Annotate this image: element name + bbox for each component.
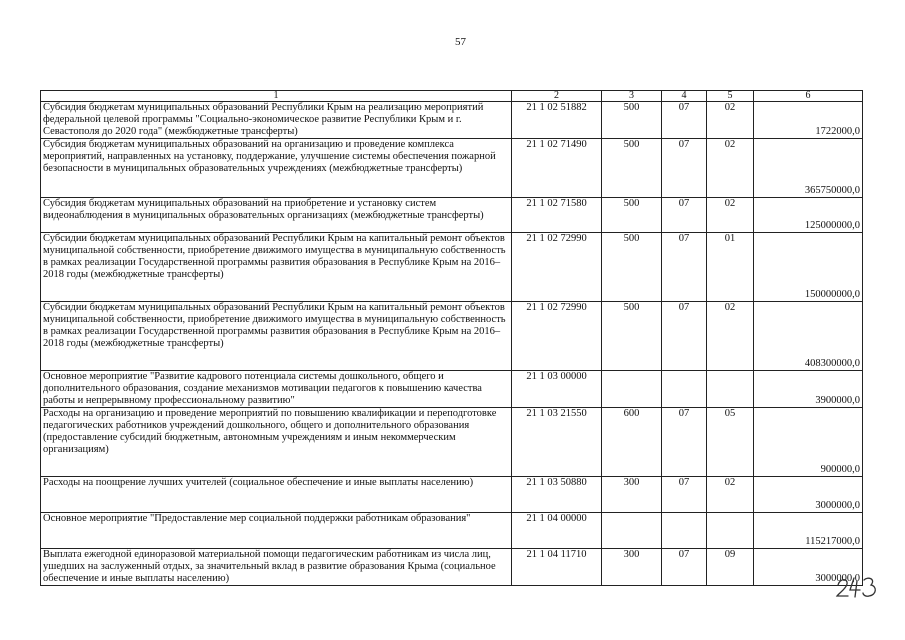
- item-code: 21 1 02 72990: [512, 233, 602, 302]
- item-name: Субсидии бюджетам муниципальных образований Республики Крым на капитальный ремонт объектов муниципальной собственности, приобретение движимого имущества в муниципальную собственность в рамках реализации Государственной программы развития образования в Республике Крым на 2016–2018 годы (межбюджетные трансферты): [41, 233, 512, 302]
- col-header-1: 1: [41, 91, 512, 102]
- item-col3: 500: [602, 198, 662, 233]
- item-sum: 1722000,0: [754, 102, 863, 139]
- item-col3: 500: [602, 102, 662, 139]
- item-col3: 300: [602, 549, 662, 586]
- item-col5: [707, 513, 754, 549]
- item-col3: 600: [602, 408, 662, 477]
- table-row: [41, 549, 863, 586]
- item-col4: 07: [662, 302, 707, 371]
- item-code: 21 1 04 11710: [512, 549, 602, 586]
- table-row: [41, 233, 863, 302]
- item-col5: 02: [707, 139, 754, 198]
- item-name: Субсидия бюджетам муниципальных образований Республики Крым на реализацию мероприятий федеральной целевой программы "Социально-экономическое развитие Республики Крым и г. Севастополя до 2020 года" (межбюджетные трансферты): [41, 102, 512, 139]
- item-code: 21 1 04 00000: [512, 513, 602, 549]
- item-col3: 500: [602, 302, 662, 371]
- item-col5: 01: [707, 233, 754, 302]
- item-col4: 07: [662, 233, 707, 302]
- item-sum: 150000000,0: [754, 233, 863, 302]
- item-sum: 3000000,0: [754, 549, 863, 586]
- item-code: 21 1 02 71580: [512, 198, 602, 233]
- item-col3: 300: [602, 477, 662, 513]
- item-col5: 05: [707, 408, 754, 477]
- item-col4: [662, 513, 707, 549]
- table-row: [41, 408, 863, 477]
- item-name: Основное мероприятие "Предоставление мер социальной поддержки работникам образования": [41, 513, 512, 549]
- item-name: Выплата ежегодной единоразовой материальной помощи педагогическим работникам из числа лиц, ушедших на заслуженный отдых, за значительный вклад в развитие образования Крыма (социальное обеспечение и иные выплаты населению): [41, 549, 512, 586]
- item-code: 21 1 03 50880: [512, 477, 602, 513]
- item-code: 21 1 02 72990: [512, 302, 602, 371]
- item-col4: 07: [662, 139, 707, 198]
- item-col5: [707, 371, 754, 408]
- table-row: [41, 371, 863, 408]
- item-code: 21 1 02 71490: [512, 139, 602, 198]
- item-col5: 02: [707, 102, 754, 139]
- item-col4: 07: [662, 549, 707, 586]
- item-sum: 3900000,0: [754, 371, 863, 408]
- item-col5: 02: [707, 198, 754, 233]
- item-name: Субсидии бюджетам муниципальных образований Республики Крым на капитальный ремонт объектов муниципальной собственности, приобретение движимого имущества в муниципальную собственность в рамках реализации Государственной программы развития образования в Республике Крым на 2016–2018 годы (межбюджетные трансферты): [41, 302, 512, 371]
- item-sum: 3000000,0: [754, 477, 863, 513]
- item-name: Субсидия бюджетам муниципальных образований на организацию и проведение комплекса мероприятий, направленных на установку, поддержание, улучшение системы обеспечения пожарной безопасности в муниципальных образовательных учреждениях (межбюджетные трансферты): [41, 139, 512, 198]
- table-row: [41, 302, 863, 371]
- table-row: [41, 477, 863, 513]
- item-col4: [662, 371, 707, 408]
- item-name: Субсидия бюджетам муниципальных образований на приобретение и установку систем видеонаблюдения в муниципальных образовательных организациях (межбюджетные трансферты): [41, 198, 512, 233]
- item-code: 21 1 03 00000: [512, 371, 602, 408]
- item-sum: 125000000,0: [754, 198, 863, 233]
- item-col5: 09: [707, 549, 754, 586]
- item-sum: 365750000,0: [754, 139, 863, 198]
- col-header-2: 2: [512, 91, 602, 102]
- item-sum: 408300000,0: [754, 302, 863, 371]
- item-code: 21 1 03 21550: [512, 408, 602, 477]
- handwritten-page-number: [835, 576, 881, 598]
- item-code: 21 1 02 51882: [512, 102, 602, 139]
- item-col5: 02: [707, 477, 754, 513]
- budget-table: [40, 90, 863, 586]
- table-row: [41, 139, 863, 198]
- item-col3: [602, 513, 662, 549]
- item-col5: 02: [707, 302, 754, 371]
- page-number: 57: [455, 36, 466, 48]
- item-col4: 07: [662, 408, 707, 477]
- item-col4: 07: [662, 198, 707, 233]
- table-row: [41, 102, 863, 139]
- item-col3: [602, 371, 662, 408]
- item-name: Расходы на поощрение лучших учителей (социальное обеспечение и иные выплаты населению): [41, 477, 512, 513]
- table-row: [41, 198, 863, 233]
- item-col3: 500: [602, 233, 662, 302]
- col-header-4: 4: [662, 91, 707, 102]
- col-header-6: 6: [754, 91, 863, 102]
- item-sum: 115217000,0: [754, 513, 863, 549]
- item-name: Расходы на организацию и проведение мероприятий по повышению квалификации и переподготовке педагогических работников учреждений дошкольного, общего и дополнительного образования (предоставление субсидий бюджетным, автономным учреждениям и иным некоммерческим организациям): [41, 408, 512, 477]
- col-header-3: 3: [602, 91, 662, 102]
- item-name: Основное мероприятие "Развитие кадрового потенциала системы дошкольного, общего и дополнительного образования, создание механизмов мотивации педагогов к повышению качества работы и непрерывному профессиональному развитию": [41, 371, 512, 408]
- table-row: [41, 513, 863, 549]
- item-col4: 07: [662, 102, 707, 139]
- item-sum: 900000,0: [754, 408, 863, 477]
- col-header-5: 5: [707, 91, 754, 102]
- item-col3: 500: [602, 139, 662, 198]
- header-row: [41, 91, 863, 102]
- item-col4: 07: [662, 477, 707, 513]
